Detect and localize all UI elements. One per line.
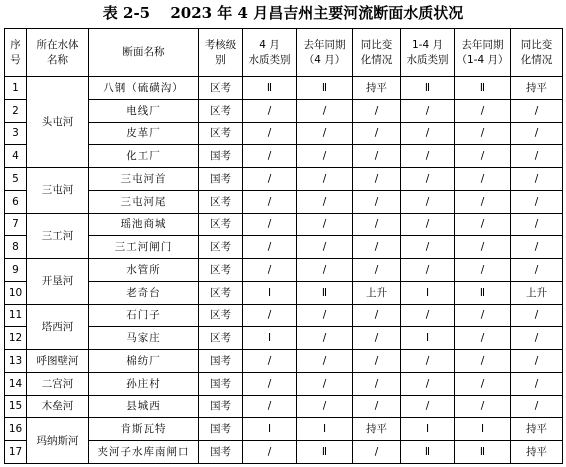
cell-river: 呼图壁河 (27, 350, 89, 373)
cell-level: 国考 (199, 350, 243, 373)
cell-last-apr: / (297, 236, 353, 259)
cell-last-jan-apr: / (455, 350, 511, 373)
cell-section: 孙庄村 (89, 372, 199, 395)
cell-seq: 9 (5, 259, 27, 282)
cell-yoy-2: / (511, 236, 563, 259)
cell-river: 头屯河 (27, 77, 89, 168)
cell-seq: 8 (5, 236, 27, 259)
cell-apr: / (243, 99, 297, 122)
cell-yoy-2: / (511, 122, 563, 145)
cell-last-jan-apr: Ⅰ (455, 418, 511, 441)
cell-last-jan-apr: Ⅱ (455, 281, 511, 304)
cell-last-jan-apr: / (455, 236, 511, 259)
cell-yoy-1: 持平 (353, 77, 401, 100)
cell-section: 八钢（硫磺沟） (89, 77, 199, 100)
cell-section: 老奇台 (89, 281, 199, 304)
cell-yoy-2: / (511, 168, 563, 191)
header-seq: 序 号 (5, 29, 27, 77)
cell-yoy-2: / (511, 99, 563, 122)
header-level: 考核级 别 (199, 29, 243, 77)
cell-apr: / (243, 372, 297, 395)
cell-last-apr: Ⅱ (297, 441, 353, 464)
cell-last-jan-apr: / (455, 304, 511, 327)
cell-last-jan-apr: Ⅱ (455, 441, 511, 464)
cell-apr: / (243, 213, 297, 236)
cell-yoy-1: / (353, 190, 401, 213)
cell-last-jan-apr: / (455, 122, 511, 145)
table-row (5, 145, 563, 168)
cell-apr: / (243, 304, 297, 327)
cell-yoy-1: / (353, 259, 401, 282)
cell-level: 区考 (199, 190, 243, 213)
cell-section: 水管所 (89, 259, 199, 282)
cell-seq: 1 (5, 77, 27, 100)
header-row (5, 29, 563, 77)
cell-yoy-2: 持平 (511, 77, 563, 100)
cell-level: 区考 (199, 259, 243, 282)
cell-last-apr: / (297, 350, 353, 373)
cell-level: 区考 (199, 304, 243, 327)
cell-section: 肯斯瓦特 (89, 418, 199, 441)
cell-level: 区考 (199, 236, 243, 259)
cell-yoy-1: / (353, 213, 401, 236)
cell-last-apr: Ⅱ (297, 77, 353, 100)
cell-seq: 10 (5, 281, 27, 304)
cell-apr: / (243, 145, 297, 168)
cell-yoy-2: / (511, 372, 563, 395)
cell-section: 电线厂 (89, 99, 199, 122)
table-row (5, 304, 563, 327)
cell-level: 国考 (199, 395, 243, 418)
cell-yoy-2: 上升 (511, 281, 563, 304)
cell-section: 三工河闸门 (89, 236, 199, 259)
cell-yoy-1: / (353, 99, 401, 122)
cell-seq: 11 (5, 304, 27, 327)
table-row (5, 122, 563, 145)
cell-last-apr: / (297, 168, 353, 191)
cell-section: 夹河子水库南闸口 (89, 441, 199, 464)
cell-last-jan-apr: / (455, 372, 511, 395)
cell-seq: 4 (5, 145, 27, 168)
cell-last-jan-apr: / (455, 259, 511, 282)
cell-last-apr: / (297, 372, 353, 395)
cell-yoy-2: 持平 (511, 418, 563, 441)
header-apr: 4 月 水质类别 (243, 29, 297, 77)
table-row (5, 190, 563, 213)
cell-jan-apr: Ⅰ (401, 281, 455, 304)
table-row (5, 350, 563, 373)
cell-apr: Ⅰ (243, 327, 297, 350)
table-row (5, 213, 563, 236)
cell-yoy-2: / (511, 190, 563, 213)
cell-level: 区考 (199, 77, 243, 100)
table-title: 表 2-5 2023 年 4 月昌吉州主要河流断面水质状况 (102, 4, 464, 22)
cell-yoy-1: / (353, 304, 401, 327)
cell-last-jan-apr: Ⅱ (455, 77, 511, 100)
cell-yoy-1: / (353, 395, 401, 418)
cell-yoy-2: / (511, 327, 563, 350)
cell-seq: 13 (5, 350, 27, 373)
cell-yoy-1: / (353, 327, 401, 350)
cell-last-jan-apr: / (455, 327, 511, 350)
cell-seq: 16 (5, 418, 27, 441)
table-row (5, 372, 563, 395)
cell-jan-apr: / (401, 395, 455, 418)
cell-apr: Ⅰ (243, 281, 297, 304)
cell-last-apr: / (297, 99, 353, 122)
cell-jan-apr: Ⅰ (401, 418, 455, 441)
cell-apr: / (243, 350, 297, 373)
cell-last-jan-apr: / (455, 168, 511, 191)
cell-level: 区考 (199, 122, 243, 145)
cell-jan-apr: / (401, 213, 455, 236)
cell-apr: / (243, 395, 297, 418)
cell-level: 国考 (199, 168, 243, 191)
cell-jan-apr: / (401, 236, 455, 259)
cell-seq: 12 (5, 327, 27, 350)
header-jan-apr: 1-4 月 水质类别 (401, 29, 455, 77)
cell-apr: Ⅰ (243, 418, 297, 441)
cell-jan-apr: / (401, 99, 455, 122)
cell-yoy-1: / (353, 168, 401, 191)
cell-river: 塔西河 (27, 304, 89, 350)
cell-level: 区考 (199, 213, 243, 236)
header-yoy-2: 同比变 化情况 (511, 29, 563, 77)
cell-apr: / (243, 168, 297, 191)
cell-last-jan-apr: / (455, 213, 511, 236)
table-row (5, 236, 563, 259)
cell-seq: 14 (5, 372, 27, 395)
cell-jan-apr: / (401, 372, 455, 395)
cell-jan-apr: Ⅰ (401, 327, 455, 350)
cell-last-jan-apr: / (455, 99, 511, 122)
cell-yoy-1: / (353, 441, 401, 464)
cell-last-apr: / (297, 395, 353, 418)
cell-section: 马家庄 (89, 327, 199, 350)
cell-last-jan-apr: / (455, 145, 511, 168)
table-row (5, 418, 563, 441)
header-section: 断面名称 (89, 29, 199, 77)
cell-section: 石门子 (89, 304, 199, 327)
table-row (5, 168, 563, 191)
cell-river: 三屯河 (27, 168, 89, 214)
cell-yoy-2: / (511, 304, 563, 327)
cell-apr: / (243, 190, 297, 213)
header-last-apr: 去年同期 （4 月） (297, 29, 353, 77)
cell-last-apr: / (297, 327, 353, 350)
cell-level: 国考 (199, 372, 243, 395)
cell-seq: 5 (5, 168, 27, 191)
cell-seq: 2 (5, 99, 27, 122)
cell-seq: 3 (5, 122, 27, 145)
cell-yoy-2: / (511, 350, 563, 373)
cell-river: 木垒河 (27, 395, 89, 418)
cell-jan-apr: / (401, 168, 455, 191)
table-row (5, 259, 563, 282)
cell-yoy-1: / (353, 122, 401, 145)
cell-seq: 7 (5, 213, 27, 236)
cell-apr: / (243, 259, 297, 282)
cell-river: 玛纳斯河 (27, 418, 89, 464)
cell-river: 二宫河 (27, 372, 89, 395)
cell-section: 三屯河尾 (89, 190, 199, 213)
cell-last-apr: / (297, 259, 353, 282)
cell-yoy-1: 持平 (353, 418, 401, 441)
table-row (5, 395, 563, 418)
cell-last-apr: / (297, 145, 353, 168)
cell-yoy-2: / (511, 145, 563, 168)
cell-jan-apr: / (401, 122, 455, 145)
cell-yoy-1: / (353, 145, 401, 168)
cell-last-apr: / (297, 304, 353, 327)
cell-last-jan-apr: / (455, 190, 511, 213)
water-quality-table (4, 28, 563, 464)
cell-jan-apr: / (401, 190, 455, 213)
header-last-jan-apr: 去年同期 （1-4 月） (455, 29, 511, 77)
cell-yoy-2: / (511, 395, 563, 418)
cell-apr: / (243, 122, 297, 145)
cell-seq: 15 (5, 395, 27, 418)
cell-apr: Ⅱ (243, 77, 297, 100)
cell-section: 县城西 (89, 395, 199, 418)
cell-yoy-1: / (353, 372, 401, 395)
cell-last-apr: / (297, 213, 353, 236)
cell-level: 区考 (199, 327, 243, 350)
cell-river: 三工河 (27, 213, 89, 259)
cell-yoy-1: / (353, 350, 401, 373)
cell-yoy-2: 持平 (511, 441, 563, 464)
table-row (5, 281, 563, 304)
cell-level: 国考 (199, 418, 243, 441)
cell-section: 三屯河首 (89, 168, 199, 191)
cell-yoy-2: / (511, 259, 563, 282)
cell-river: 开垦河 (27, 259, 89, 305)
table-row (5, 441, 563, 464)
cell-apr: / (243, 236, 297, 259)
cell-seq: 17 (5, 441, 27, 464)
table-row (5, 327, 563, 350)
cell-jan-apr: / (401, 145, 455, 168)
cell-level: 区考 (199, 99, 243, 122)
cell-section: 皮革厂 (89, 122, 199, 145)
table-row (5, 77, 563, 100)
header-river: 所在水体 名称 (27, 29, 89, 77)
cell-apr: / (243, 441, 297, 464)
table-row (5, 99, 563, 122)
cell-last-apr: / (297, 190, 353, 213)
cell-level: 国考 (199, 441, 243, 464)
cell-level: 国考 (199, 145, 243, 168)
cell-last-apr: Ⅱ (297, 281, 353, 304)
cell-yoy-2: / (511, 213, 563, 236)
cell-last-jan-apr: / (455, 395, 511, 418)
cell-jan-apr: Ⅱ (401, 77, 455, 100)
cell-section: 化工厂 (89, 145, 199, 168)
cell-level: 区考 (199, 281, 243, 304)
cell-seq: 6 (5, 190, 27, 213)
cell-last-apr: Ⅰ (297, 418, 353, 441)
cell-yoy-1: 上升 (353, 281, 401, 304)
cell-yoy-1: / (353, 236, 401, 259)
header-yoy-1: 同比变 化情况 (353, 29, 401, 77)
cell-last-apr: / (297, 122, 353, 145)
cell-jan-apr: Ⅱ (401, 441, 455, 464)
cell-jan-apr: / (401, 259, 455, 282)
cell-jan-apr: / (401, 304, 455, 327)
cell-jan-apr: / (401, 350, 455, 373)
cell-section: 棉纺厂 (89, 350, 199, 373)
cell-section: 瑶池商城 (89, 213, 199, 236)
